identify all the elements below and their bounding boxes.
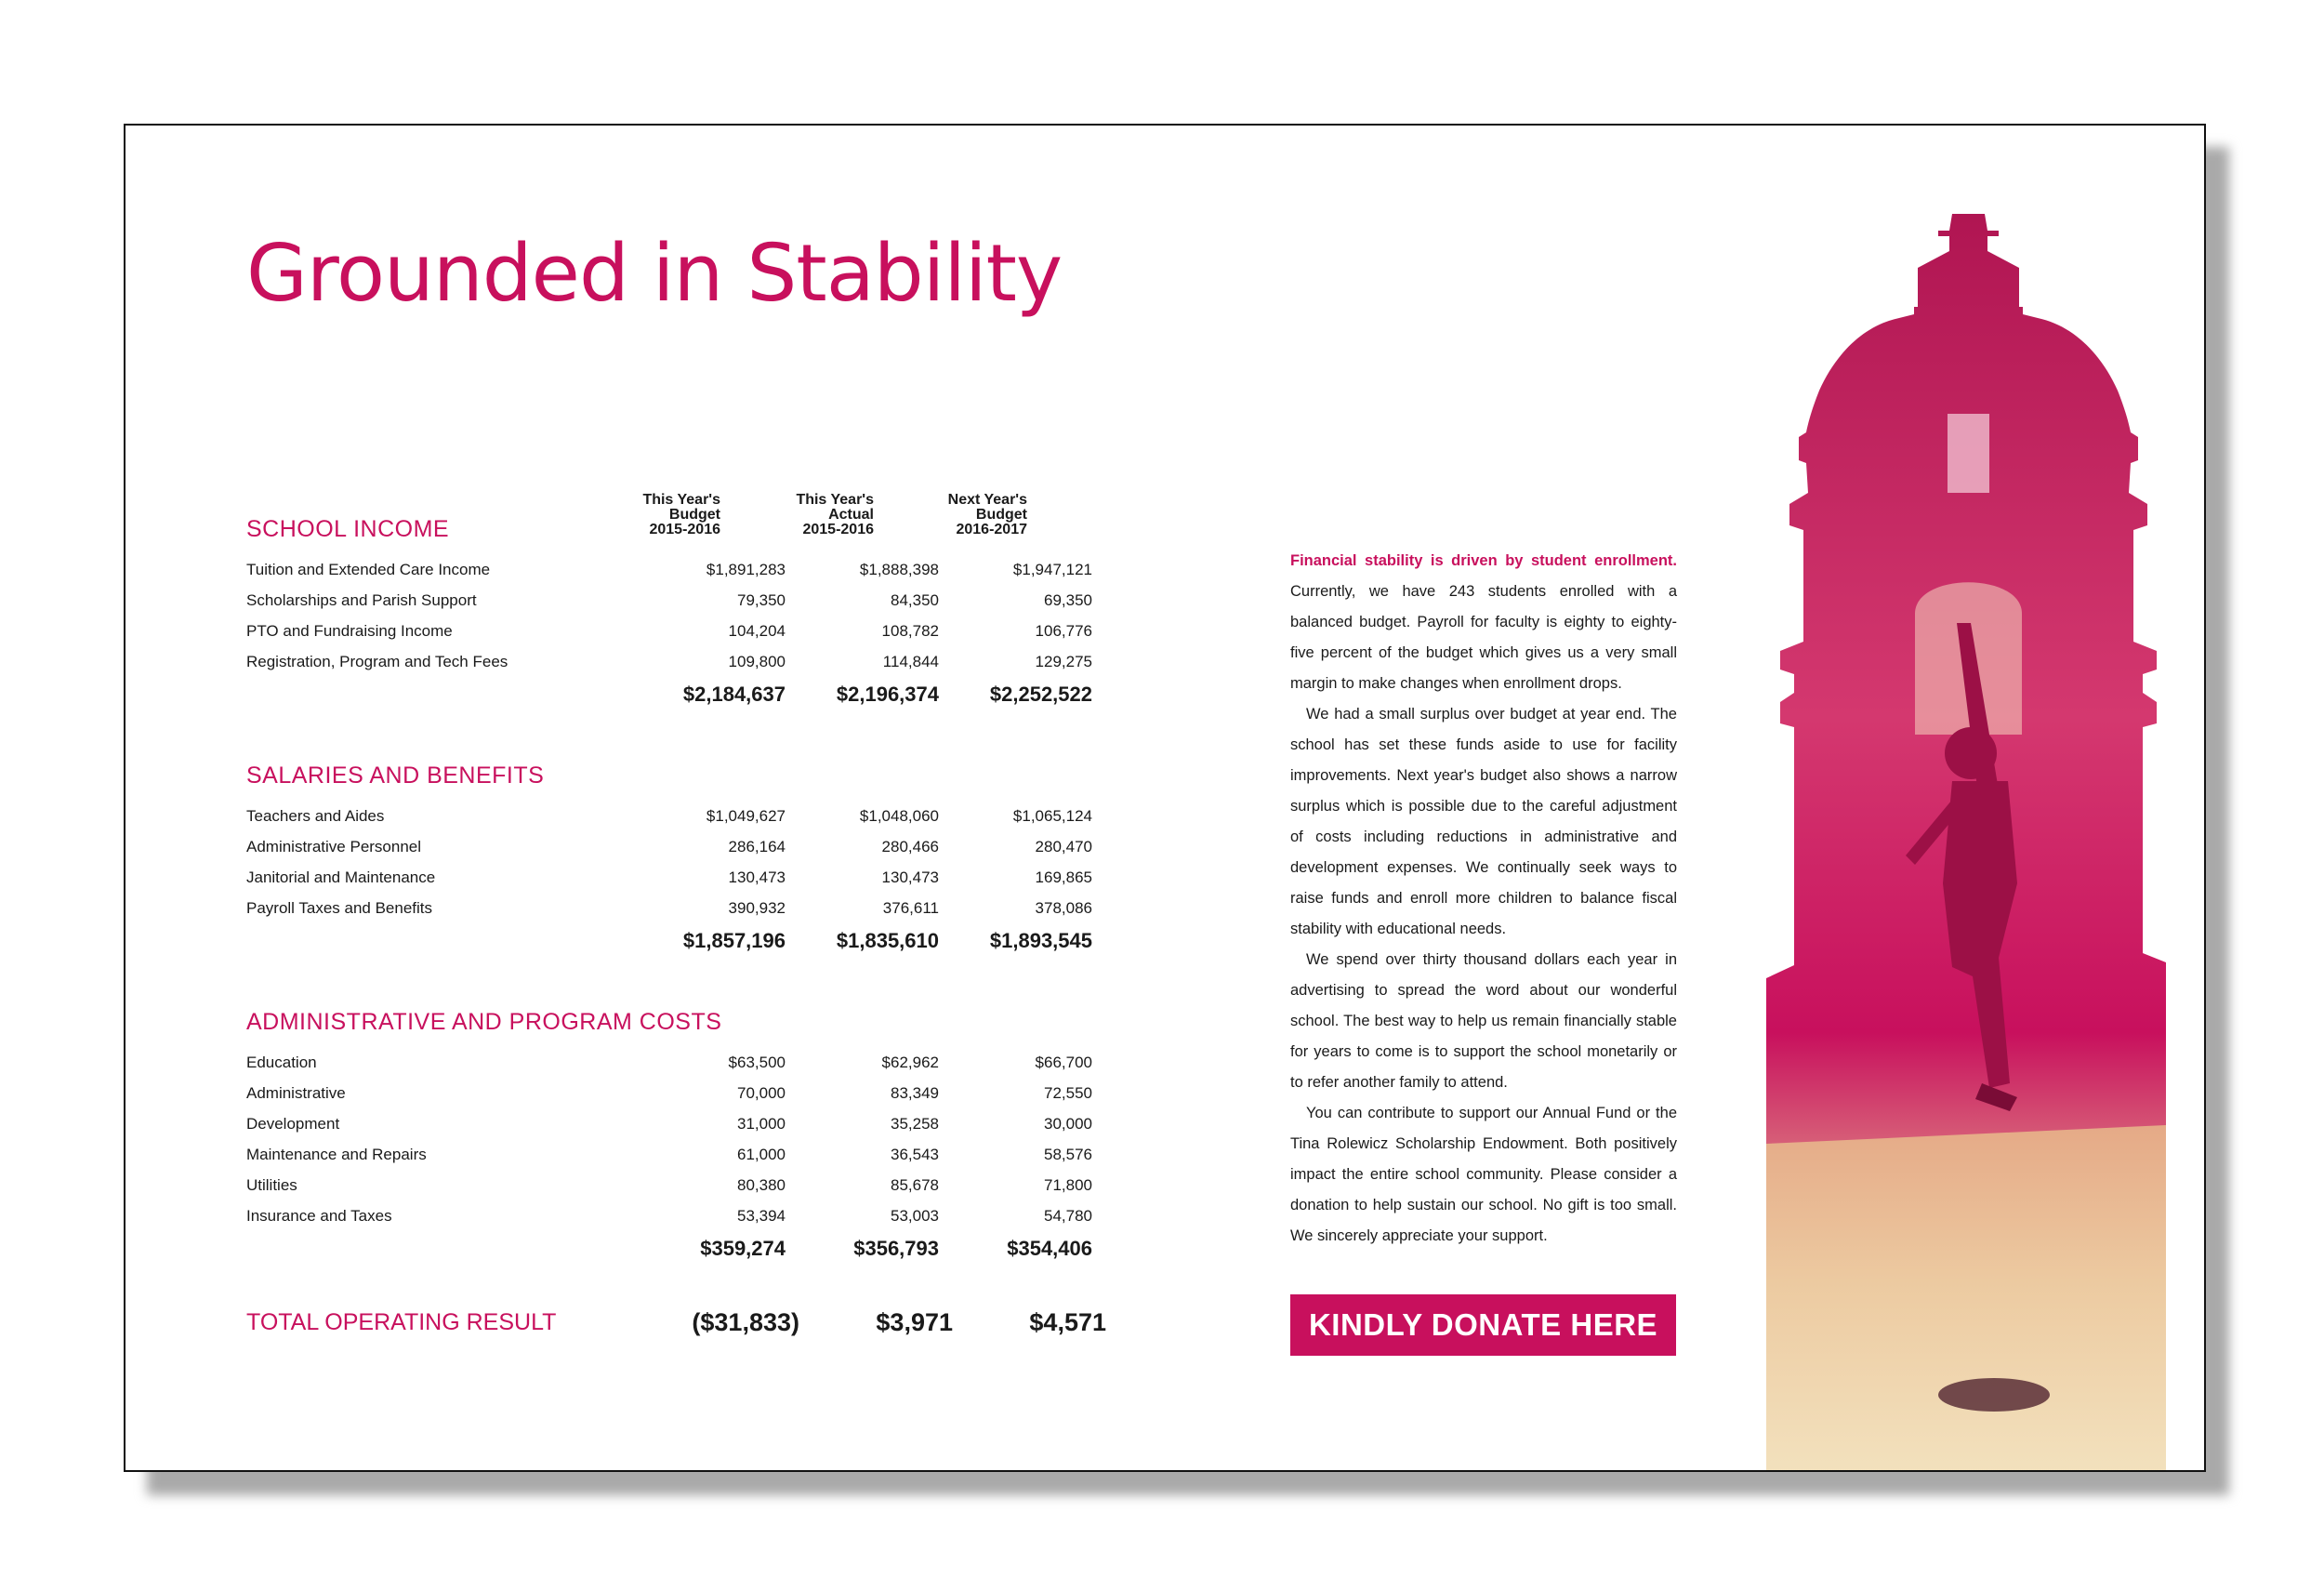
row-value: 58,576 <box>1044 1146 1092 1163</box>
row-label: Maintenance and Repairs <box>246 1146 427 1163</box>
total-operating-result <box>246 1302 1139 1343</box>
row-label: Administrative <box>246 1084 346 1102</box>
table-row <box>246 831 1139 862</box>
total-operating-value: $3,971 <box>876 1308 953 1336</box>
row-value: 31,000 <box>737 1115 786 1133</box>
bell-tower-photo <box>1766 214 2206 1472</box>
table-row <box>246 1200 1139 1231</box>
total-value: $2,196,374 <box>836 683 939 706</box>
row-value: 84,350 <box>891 591 939 609</box>
tower-window <box>1948 414 1989 493</box>
column-header-line: Budget <box>668 507 720 523</box>
table-row <box>246 1047 1139 1078</box>
row-value: 280,470 <box>1035 838 1092 855</box>
row-label: Administrative Personnel <box>246 838 422 855</box>
row-value: 130,473 <box>881 868 939 886</box>
row-value: 286,164 <box>728 838 786 855</box>
column-header-line: Budget <box>975 507 1027 523</box>
row-value: 54,780 <box>1044 1207 1092 1225</box>
total-value: $1,835,610 <box>836 929 939 952</box>
student-shadow <box>1938 1378 2050 1412</box>
row-label: Tuition and Extended Care Income <box>246 561 491 578</box>
column-header-line: Next Year's <box>947 492 1027 508</box>
row-value: 61,000 <box>737 1146 786 1163</box>
row-value: 72,550 <box>1044 1084 1092 1102</box>
section-admin-program-costs <box>246 1009 1139 1266</box>
table-row <box>246 554 1139 585</box>
row-label: Education <box>246 1054 317 1071</box>
row-label: Janitorial and Maintenance <box>246 868 436 886</box>
total-value: $354,406 <box>1007 1237 1092 1260</box>
section-total-row <box>246 1231 1139 1266</box>
section-school-income <box>246 516 1139 712</box>
total-value: $2,252,522 <box>989 683 1092 706</box>
column-header-line: This Year's <box>796 492 874 508</box>
section-total-row <box>246 677 1139 712</box>
column-header-line: This Year's <box>642 492 720 508</box>
table-row <box>246 801 1139 831</box>
row-label: PTO and Fundraising Income <box>246 622 453 640</box>
section-rows <box>246 1047 1139 1266</box>
row-value: 390,932 <box>728 899 786 917</box>
row-value: 129,275 <box>1035 653 1092 670</box>
row-value: $1,891,283 <box>706 561 786 578</box>
row-label: Payroll Taxes and Benefits <box>246 899 433 917</box>
table-row <box>246 862 1139 893</box>
total-value: $1,857,196 <box>682 929 786 952</box>
total-value: $1,893,545 <box>989 929 1092 952</box>
column-header-line: Actual <box>828 507 874 523</box>
section-salaries-benefits <box>246 762 1139 959</box>
section-rows <box>246 801 1139 959</box>
row-value: 280,466 <box>881 838 939 855</box>
row-value: $1,947,121 <box>1012 561 1092 578</box>
row-value: $1,049,627 <box>706 807 786 825</box>
row-value: $63,500 <box>728 1054 786 1071</box>
section-title: SCHOOL INCOME <box>246 516 450 542</box>
body-paragraph: We spend over thirty thousand dollars each year in advertising to spread the word about our wonderful school. The best way to help us remain financially stable for years to come is to support the school monetarily or to refer another family to attend. <box>1290 951 1677 1091</box>
body-paragraph: We had a small surplus over budget at year end. The school has set these funds aside to use for facility improvements. Next year's budget also shows a narrow surplus which is possible due to the careful adjustment of costs including reductions in administrative and development expenses. We continually seek ways to raise funds and enroll more children to balance fiscal stability with educational needs. <box>1290 706 1677 937</box>
row-value: 53,003 <box>891 1207 939 1225</box>
row-value: $1,065,124 <box>1012 807 1092 825</box>
brochure-spread <box>124 124 2206 1472</box>
section-rows <box>246 554 1139 712</box>
row-value: 36,543 <box>891 1146 939 1163</box>
table-row <box>246 1170 1139 1200</box>
row-value: 114,844 <box>882 653 939 670</box>
row-value: 378,086 <box>1035 899 1092 917</box>
row-value: 69,350 <box>1044 591 1092 609</box>
section-title: SALARIES AND BENEFITS <box>246 762 545 789</box>
section-total-row <box>246 923 1139 959</box>
total-operating-label: TOTAL OPERATING RESULT <box>246 1309 557 1335</box>
donate-button[interactable]: KINDLY DONATE HERE <box>1290 1294 1676 1356</box>
row-label: Scholarships and Parish Support <box>246 591 477 609</box>
total-value: $356,793 <box>853 1237 939 1260</box>
row-value: 106,776 <box>1035 622 1092 640</box>
paragraph-text: Currently, we have 243 students enrolled with a balanced budget. Payroll for faculty is eighty to eighty-five percent of the budget which gives us a very small margin to make changes when enrollment drops. <box>1290 583 1677 692</box>
row-value: $1,888,398 <box>859 561 939 578</box>
total-operating-value: ($31,833) <box>692 1308 799 1336</box>
body-paragraph: You can contribute to support our Annual Fund or the Tina Rolewicz Scholarship Endowment. Both positively impact the entire school community. Please consider a donation to help sustain our school. No gift is too small. We sincerely appreciate your support. <box>1290 1105 1677 1244</box>
row-value: 71,800 <box>1044 1176 1092 1194</box>
row-value: 70,000 <box>737 1084 786 1102</box>
table-row <box>246 585 1139 616</box>
body-text <box>1290 546 1677 1252</box>
row-value: $62,962 <box>881 1054 939 1071</box>
row-value: 130,473 <box>728 868 786 886</box>
row-value: 104,204 <box>728 622 786 640</box>
row-value: 30,000 <box>1044 1115 1092 1133</box>
row-label: Utilities <box>246 1176 297 1194</box>
row-value: 80,380 <box>737 1176 786 1194</box>
table-row <box>246 646 1139 677</box>
row-value: 35,258 <box>891 1115 939 1133</box>
row-label: Insurance and Taxes <box>246 1207 392 1225</box>
body-paragraph <box>1290 546 1677 699</box>
row-label: Teachers and Aides <box>246 807 385 825</box>
row-value: 85,678 <box>891 1176 939 1194</box>
row-value: 109,800 <box>728 653 786 670</box>
table-row <box>246 893 1139 923</box>
row-value: $1,048,060 <box>859 807 939 825</box>
row-value: $66,700 <box>1035 1054 1092 1071</box>
row-value: 53,394 <box>737 1207 786 1225</box>
section-title: ADMINISTRATIVE AND PROGRAM COSTS <box>246 1009 722 1035</box>
total-value: $359,274 <box>700 1237 786 1260</box>
row-label: Development <box>246 1115 340 1133</box>
lead-sentence: Financial stability is driven by student enrollment. <box>1290 552 1677 569</box>
table-row <box>246 1139 1139 1170</box>
row-value: 79,350 <box>737 591 786 609</box>
table-row <box>246 1078 1139 1108</box>
page-title: Grounded in Stability <box>246 228 1063 320</box>
column-header-line: 2015-2016 <box>802 522 874 537</box>
row-value: 376,611 <box>882 899 939 917</box>
ground <box>1766 1125 2166 1472</box>
total-operating-value: $4,571 <box>1029 1308 1106 1336</box>
table-row <box>246 1108 1139 1139</box>
row-value: 169,865 <box>1035 868 1092 886</box>
row-value: 83,349 <box>891 1084 939 1102</box>
column-header-line: 2016-2017 <box>956 522 1027 537</box>
column-header-line: 2015-2016 <box>649 522 720 537</box>
row-label: Registration, Program and Tech Fees <box>246 653 508 670</box>
total-value: $2,184,637 <box>682 683 786 706</box>
row-value: 108,782 <box>881 622 939 640</box>
table-row <box>246 616 1139 646</box>
